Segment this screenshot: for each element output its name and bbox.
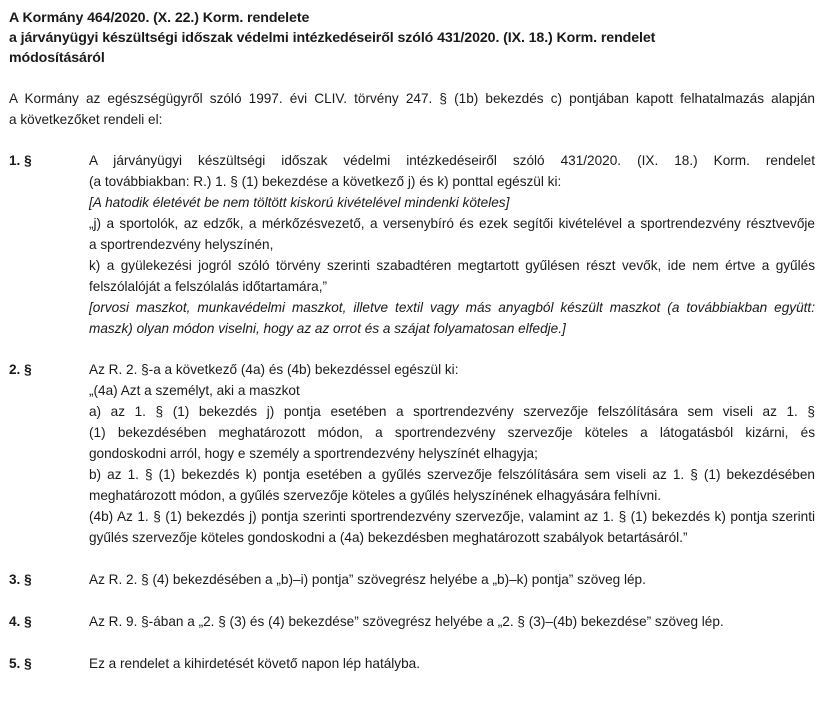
section-line: A járványügyi készültségi időszak védelmi intézkedéseiről szóló 431/2020. (IX. 18.) Korm. rendelet — [89, 153, 815, 168]
section-body — [89, 150, 815, 339]
section-body — [89, 569, 815, 590]
section-line: felszólalóját a felszólalás időtartamára,” — [89, 279, 328, 294]
document-page — [9, 0, 815, 674]
title-line-2: a járványügyi készültségi időszak védelmi intézkedéseiről szóló 431/2020. (IX. 18.) Korm. rendelet — [9, 30, 656, 46]
section-3 — [9, 569, 815, 590]
section-line: b) az 1. § (1) bekezdés k) pontja esetében a gyűlés szervezője felszólítására sem viseli az 1. § (1) bekezdésében — [89, 467, 815, 482]
section-number: 1. § — [9, 153, 32, 168]
section-number: 3. § — [9, 572, 32, 587]
section-number: 2. § — [9, 362, 32, 377]
section-body — [89, 359, 815, 548]
section-line-italic: maszk) olyan módon viselni, hogy az az orrot és a szájat folyamatosan elfedje.] — [89, 321, 566, 336]
section-line: (a továbbiakban: R.) 1. § (1) bekezdése a következő j) és k) ponttal egészül ki: — [89, 174, 562, 189]
section-line: (4b) Az 1. § (1) bekezdés j) pontja szerinti sportrendezvény szervezője, valamint az 1. § (1) bekezdés k) pontja szerinti — [89, 509, 815, 524]
title-line-1: A Kormány 464/2020. (X. 22.) Korm. rendelete — [9, 10, 310, 26]
section-line: gyűlés szervezője köteles gondoskodni a (4a) bekezdésben meghatározott szabályok betartásáról.” — [89, 530, 688, 545]
section-1 — [9, 150, 815, 339]
section-line: Az R. 2. §-a a következő (4a) és (4b) bekezdéssel egészül ki: — [89, 362, 459, 377]
section-body — [89, 611, 815, 632]
section-body — [89, 653, 815, 674]
title-line-3: módosításáról — [9, 50, 105, 66]
section-line: Az R. 9. §-ában a „2. § (3) és (4) bekezdése” szövegrész helyébe a „2. § (3)–(4b) bekezdése” szöveg lép. — [89, 614, 724, 629]
section-number: 4. § — [9, 614, 32, 629]
section-5 — [9, 653, 815, 674]
section-4 — [9, 611, 815, 632]
section-line: a sportrendezvény helyszínén, — [89, 237, 274, 252]
document-title — [9, 8, 815, 68]
section-line: „(4a) Azt a személyt, aki a maszkot — [89, 383, 300, 398]
section-line: Ez a rendelet a kihirdetését követő napon lép hatályba. — [89, 656, 421, 671]
section-line-italic: [A hatodik életévét be nem töltött kiskorú kivételével mindenki köteles] — [89, 195, 510, 210]
preamble-line-1: A Kormány az egészségügyről szóló 1997. évi CLIV. törvény 247. § (1b) bekezdés c) pontjában kapott felhatalmazás alapján — [9, 91, 815, 106]
section-line: Az R. 2. § (4) bekezdésében a „b)–i) pontja” szövegrész helyébe a „b)–k) pontja” szöveg lép. — [89, 572, 646, 587]
section-line: meghatározott módon, a gyűlés szervezője köteles a gyűlés helyszínének elhagyására felhívni. — [89, 488, 662, 503]
section-line: a) az 1. § (1) bekezdés j) pontja esetében a sportrendezvény szervezője felszólítására sem viseli az 1. § — [89, 404, 815, 419]
section-line: gondoskodni arról, hogy e személy a sportrendezvény helyszínét elhagyja; — [89, 446, 538, 461]
section-2 — [9, 359, 815, 548]
section-line: k) a gyülekezési jogról szóló törvény szerinti szabadtéren megtartott gyűlésen részt vevők, ide nem értve a gyűlés — [89, 258, 815, 273]
section-line: „j) a sportolók, az edzők, a mérkőzésvezető, a versenybíró és ezek segítői kivételével a sportrendezvény résztvevője — [89, 216, 815, 231]
preamble — [9, 88, 815, 130]
preamble-line-2: a következőket rendeli el: — [9, 112, 163, 127]
section-line-italic: [orvosi maszkot, munkavédelmi maszkot, illetve textil vagy más anyagból készült maszkot (a továbbiakban együtt: — [89, 300, 815, 315]
section-line: (1) bekezdésében meghatározott módon, a sportrendezvény szervezője köteles a látogatásból kizárni, és — [89, 425, 815, 440]
section-number: 5. § — [9, 656, 32, 671]
